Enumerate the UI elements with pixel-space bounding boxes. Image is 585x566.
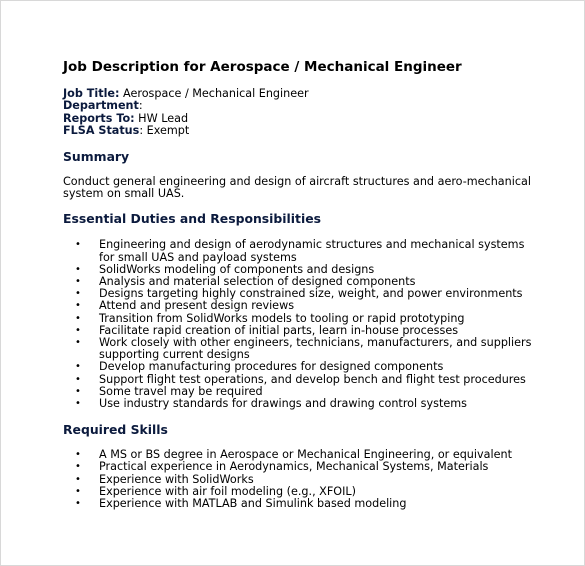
bullet-icon: • (75, 361, 81, 373)
skill-item-text: Experience with MATLAB and Simulink based modeling (99, 497, 407, 511)
bullet-icon: • (75, 485, 81, 497)
duty-item (63, 398, 563, 410)
duty-item-text: Attend and present design reviews (99, 299, 295, 313)
bullet-icon: • (75, 373, 81, 385)
skill-item (63, 498, 563, 510)
bullet-icon: • (75, 239, 81, 251)
duty-item-text: Transition from SolidWorks models to tooling or rapid prototyping (99, 311, 465, 325)
skill-item-text: Practical experience in Aerodynamics, Mechanical Systems, Materials (99, 460, 489, 474)
duty-item-text: Some travel may be required (99, 384, 263, 398)
department-label: Department (63, 99, 139, 113)
duty-item-text: Designs targeting highly constrained size, weight, and power environments (99, 287, 523, 301)
skill-item (63, 461, 563, 473)
duty-item-text: Support flight test operations, and develop bench and flight test procedures (99, 372, 526, 386)
bullet-icon: • (75, 337, 81, 349)
document-page (63, 58, 563, 510)
summary-text: Conduct general engineering and design of aircraft structures and aero-mechanical system on small UAS. (63, 174, 531, 201)
bullet-icon: • (75, 324, 81, 336)
duty-item (63, 337, 563, 361)
reports-to-label: Reports To: (63, 111, 135, 125)
duty-item-text: Work closely with other engineers, technicians, manufacturers, and suppliers supporting current designs (99, 336, 532, 362)
summary-heading: Summary (63, 148, 130, 164)
job-title-label: Job Title: (63, 87, 120, 100)
reports-to-value: HW Lead (134, 111, 189, 125)
bullet-icon: • (75, 498, 81, 510)
skill-item-text: Experience with air foil modeling (e.g., XFOIL) (99, 484, 356, 498)
bullet-icon: • (75, 263, 81, 275)
skill-item-text: Experience with SolidWorks (99, 472, 254, 486)
duty-item (63, 361, 563, 373)
flsa-status-value: : Exempt (139, 124, 190, 138)
skill-item-text: A MS or BS degree in Aerospace or Mechanical Engineering, or equivalent (99, 448, 512, 462)
duty-item-text: Analysis and material selection of designed components (99, 275, 416, 289)
skills-heading: Required Skills (63, 422, 168, 438)
job-meta (63, 88, 563, 138)
bullet-icon: • (75, 300, 81, 312)
duty-item-text: Facilitate rapid creation of initial parts, learn in-house processes (99, 323, 459, 337)
bullet-icon: • (75, 473, 81, 485)
bullet-icon: • (75, 398, 81, 410)
document-title: Job Description for Aerospace / Mechanical Engineer (63, 59, 462, 75)
bullet-icon: • (75, 276, 81, 288)
duty-item-text: Develop manufacturing procedures for designed components (99, 360, 444, 374)
department-value: : (138, 99, 143, 113)
duty-item-text: Engineering and design of aerodynamic structures and mechanical systems for small UAS and payload systems (99, 238, 525, 264)
flsa-status-label: FLSA Status (63, 124, 140, 138)
job-title-value: Aerospace / Mechanical Engineer (119, 87, 309, 100)
bullet-icon: • (75, 461, 81, 473)
duties-list (63, 239, 563, 410)
bullet-icon: • (75, 385, 81, 397)
bullet-icon: • (75, 449, 81, 461)
duty-item (63, 239, 563, 263)
duty-item-text: SolidWorks modeling of components and designs (99, 262, 375, 276)
skills-list (63, 449, 563, 510)
flsa-status-row (63, 125, 563, 137)
duty-item-text: Use industry standards for drawings and drawing control systems (99, 397, 467, 411)
bullet-icon: • (75, 312, 81, 324)
duty-item (63, 300, 563, 312)
duties-heading: Essential Duties and Responsibilities (63, 211, 321, 227)
bullet-icon: • (75, 288, 81, 300)
